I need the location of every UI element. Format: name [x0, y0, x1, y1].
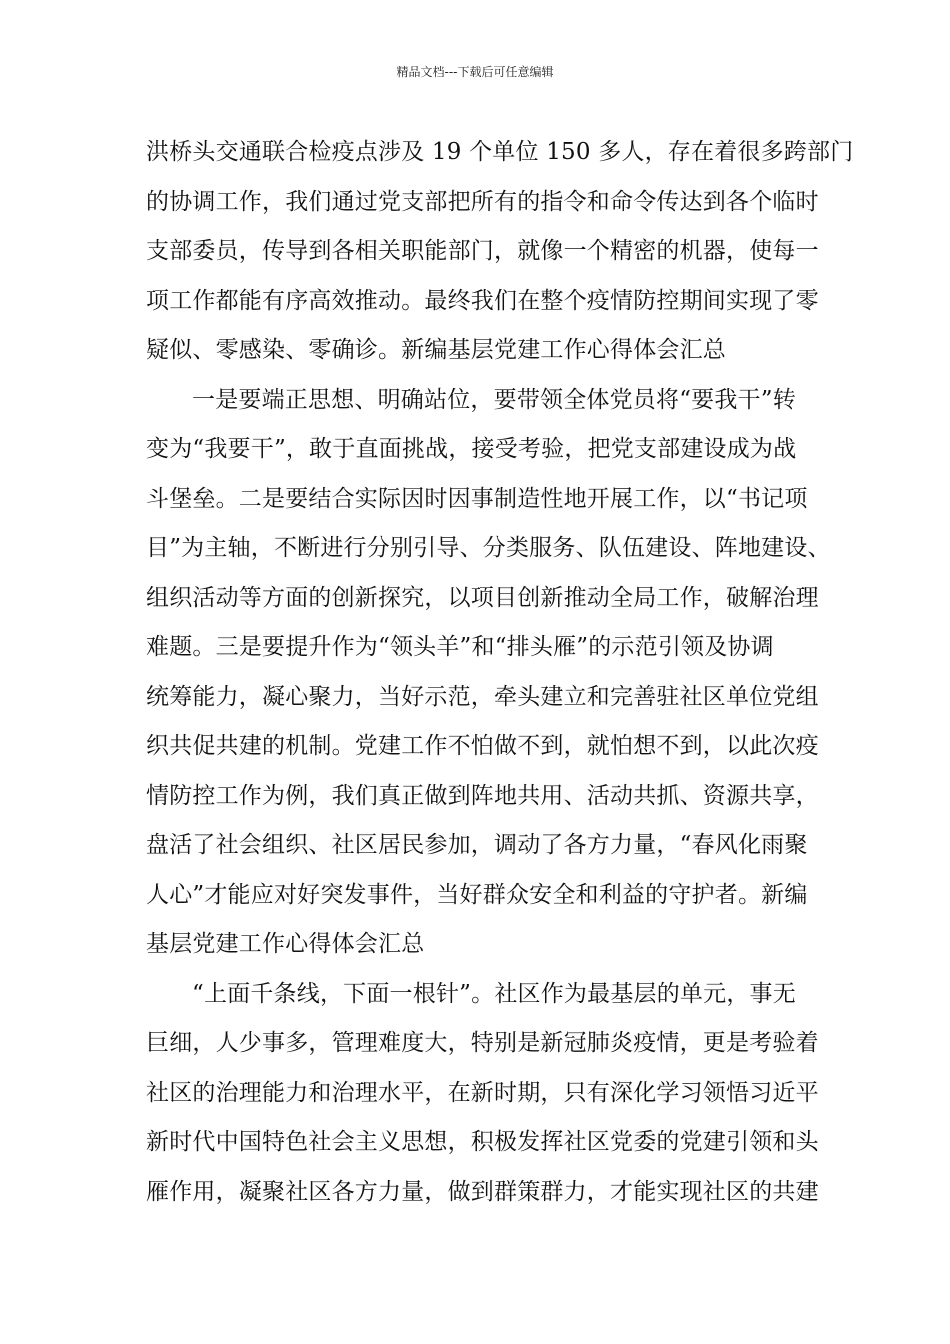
text-line: 盘活了社会组织、社区居民参加，调动了各方力量，“春风化雨聚	[146, 832, 808, 858]
text-line: 基层党建工作心得体会汇总	[146, 931, 425, 957]
document-body	[146, 128, 854, 1217]
paragraph-1	[146, 128, 854, 376]
text-line: 情防控工作为例，我们真正做到阵地共用、活动共抓、资源共享，	[146, 782, 819, 809]
text-line: 雁作用，凝聚社区各方力量，做到群策群力，才能实现社区的共建	[146, 1178, 819, 1205]
text-line: 目”为主轴，不断进行分别引导、分类服务、队伍建设、阵地建设、	[146, 535, 831, 561]
text-line: 新时代中国特色社会主义思想，积极发挥社区党委的党建引领和头	[146, 1129, 819, 1155]
text-line: 洪桥头交通联合检疫点涉及 19 个单位 150 多人，存在着很多跨部门	[146, 139, 854, 165]
text-line: 巨细，人少事多，管理难度大，特别是新冠肺炎疫情，更是考验着	[146, 1030, 819, 1056]
text-line: 斗堡垒。二是要结合实际因时因事制造性地开展工作，以“书记项	[146, 485, 808, 512]
text-line: 疑似、零感染、零确诊。新编基层党建工作心得体会汇总	[146, 337, 726, 363]
page-header: 精品文档---下载后可任意编辑	[396, 65, 554, 79]
text-line: 支部委员，传导到各相关职能部门，就像一个精密的机器，使每一	[146, 238, 819, 264]
text-line: 难题。三是要提升作为“领头羊”和“排头雁”的示范引领及协调	[146, 634, 774, 660]
text-line: 的协调工作，我们通过党支部把所有的指令和命令传达到各个临时	[146, 188, 819, 215]
text-line: 统筹能力，凝心聚力，当好示范，牵头建立和完善驻社区单位党组	[146, 683, 819, 710]
text-line: 人心”才能应对好突发事件，当好群众安全和利益的守护者。新编	[146, 881, 808, 908]
text-line: 项工作都能有序高效推动。最终我们在整个疫情防控期间实现了零	[146, 287, 819, 314]
paragraph-3	[146, 970, 819, 1218]
text-line: 社区的治理能力和治理水平，在新时期，只有深化学习领悟习近平	[146, 1079, 819, 1106]
paragraph-2	[146, 376, 831, 970]
text-line: “上面千条线，下面一根针”。社区作为最基层的单元，事无	[192, 980, 796, 1007]
text-line: 一是要端正思想、明确站位，要带领全体党员将“要我干”转	[192, 386, 796, 413]
text-line: 变为“我要干”，敢于直面挑战，接受考验，把党支部建设成为战	[146, 436, 797, 462]
text-line: 织共促共建的机制。党建工作不怕做不到，就怕想不到，以此次疫	[146, 733, 819, 759]
text-line: 组织活动等方面的创新探究，以项目创新推动全局工作，破解治理	[146, 584, 819, 611]
